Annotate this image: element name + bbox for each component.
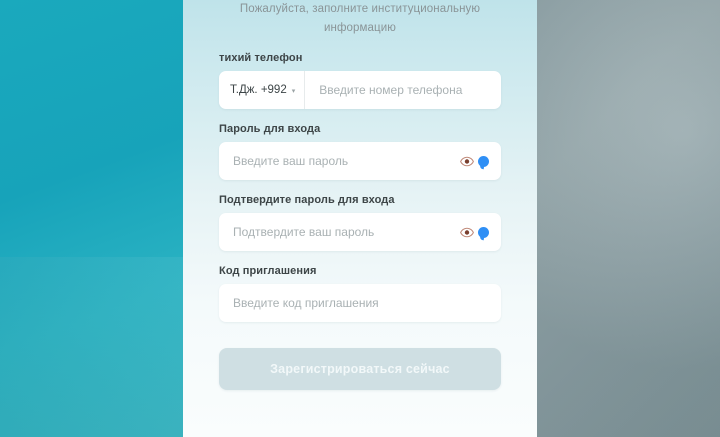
password-input[interactable] <box>219 142 460 180</box>
invite-code-label: Код приглашения <box>219 265 317 277</box>
password-confirm-label: Подтвердите пароль для входа <box>219 194 395 206</box>
phone-label: тихий телефон <box>219 52 303 64</box>
chevron-down-icon: ▾ <box>291 88 296 95</box>
eye-icon <box>460 156 474 167</box>
form-subtitle <box>219 0 501 38</box>
registration-form <box>183 0 537 437</box>
register-button[interactable]: Зарегистрироваться сейчас <box>219 348 501 390</box>
password-label: Пароль для входа <box>219 123 321 135</box>
background-right-blur <box>535 0 720 437</box>
chat-bubble-icon <box>478 227 489 238</box>
password-confirm-visibility-toggle[interactable] <box>460 227 501 238</box>
password-visibility-toggle[interactable] <box>460 156 501 167</box>
country-code-select[interactable] <box>219 71 305 109</box>
chat-bubble-icon <box>478 156 489 167</box>
form-subtitle-line-2: информацию <box>324 22 396 34</box>
field-group-password-confirm <box>219 194 501 251</box>
password-confirm-input[interactable] <box>219 213 460 251</box>
field-group-phone <box>219 52 501 109</box>
registration-panel <box>183 0 537 437</box>
password-input-row <box>219 142 501 180</box>
invite-code-input-row <box>219 284 501 322</box>
form-subtitle-line-1: Пожалуйста, заполните институциональную <box>239 3 481 15</box>
invite-code-input[interactable] <box>219 284 501 322</box>
phone-input[interactable] <box>305 71 501 109</box>
field-group-password <box>219 123 501 180</box>
phone-input-row <box>219 71 501 109</box>
country-code-value: Т.Дж. +992 <box>230 84 287 96</box>
eye-icon <box>460 227 474 238</box>
password-confirm-input-row <box>219 213 501 251</box>
field-group-invite-code <box>219 265 501 322</box>
background-left-gradient <box>0 0 185 437</box>
